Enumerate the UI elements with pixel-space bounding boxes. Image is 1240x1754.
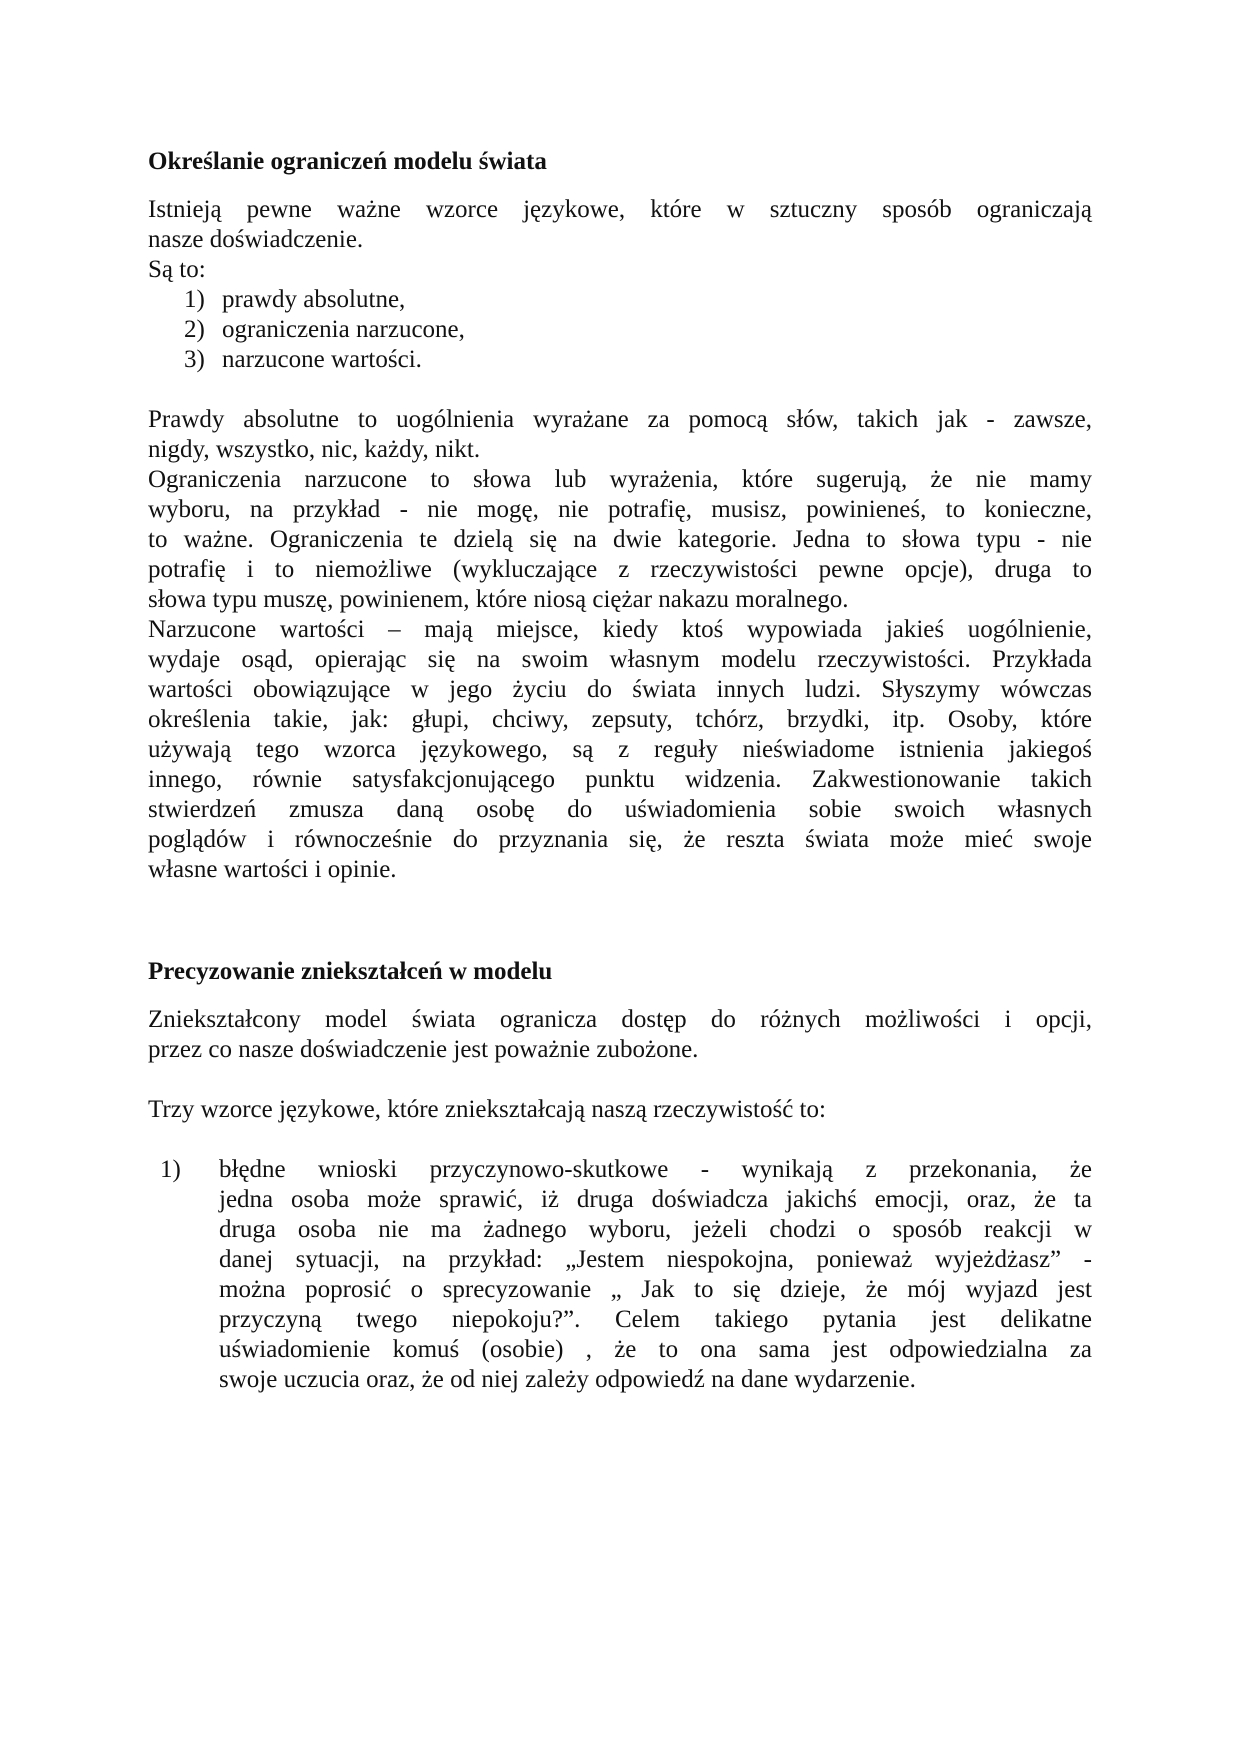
body-line: innego, równie satysfakcjonującego punktu widzenia. Zakwestionowanie takich [148,766,1092,793]
item-line: można poprosić o sprecyzowanie „ Jak to się dzieje, że mój wyjazd jest [219,1276,1092,1303]
item-line: przyczyną twego niepokoju?”. Celem takiego pytania jest delikatne [219,1306,1092,1333]
item-line: danej sytuacji, na przykład: „Jestem niespokojna, ponieważ wyjeżdżasz” - [219,1246,1092,1273]
intro-line: nasze doświadczenie. [148,226,364,253]
body-line: potrafię i to niemożliwe (wykluczające z rzeczywistości pewne opcje), druga to [148,556,1092,583]
body-line: poglądów i równocześnie do przyznania się, że reszta świata może mieć swoje [148,826,1092,853]
section-heading-1: Określanie ograniczeń modelu świata [148,148,547,175]
body-line: to ważne. Ograniczenia te dzielą się na dwie kategorie. Jedna to słowa typu - nie [148,526,1092,553]
body-line: własne wartości i opinie. [148,856,397,883]
list-number: 1) [184,286,205,313]
body-line: słowa typu muszę, powinienem, które niosą ciężar nakazu moralnego. [148,586,849,613]
lead-line: Trzy wzorce językowe, które zniekształcają naszą rzeczywistość to: [148,1096,826,1123]
body-line: Ograniczenia narzucone to słowa lub wyrażenia, które sugerują, że nie mamy [148,466,1092,493]
item-line: jedna osoba może sprawić, iż druga doświadcza jakichś emocji, oraz, że ta [219,1186,1092,1213]
section-heading-2: Precyzowanie zniekształceń w modelu [148,958,553,985]
body-line: używają tego wzorca językowego, są z reguły nieświadome istnienia jakiegoś [148,736,1092,763]
body-line: określenia takie, jak: głupi, chciwy, zepsuty, tchórz, brzydki, itp. Osoby, które [148,706,1092,733]
body-line: Narzucone wartości – mają miejsce, kiedy ktoś wypowiada jakieś uogólnienie, [148,616,1092,643]
list-number: 1) [160,1156,181,1183]
intro-line: Zniekształcony model świata ogranicza dostęp do różnych możliwości i opcji, [148,1006,1092,1033]
list-text: ograniczenia narzucone, [222,316,465,343]
list-number: 2) [184,316,205,343]
intro-line: przez co nasze doświadczenie jest poważnie zubożone. [148,1036,699,1063]
list-text: prawdy absolutne, [222,286,406,313]
body-line: wartości obowiązujące w jego życiu do świata innych ludzi. Słyszymy wówczas [148,676,1092,703]
item-line: uświadomienie komuś (osobie) , że to ona sama jest odpowiedzialna za [219,1336,1092,1363]
body-line: wyboru, na przykład - nie mogę, nie potrafię, musisz, powinieneś, to konieczne, [148,496,1092,523]
body-line: stwierdzeń zmusza daną osobę do uświadomienia sobie swoich własnych [148,796,1092,823]
intro-line: Są to: [148,256,206,283]
body-line: wydaje osąd, opierając się na swoim własnym modelu rzeczywistości. Przykłada [148,646,1092,673]
list-text: narzucone wartości. [222,346,422,373]
item-line: swoje uczucia oraz, że od niej zależy odpowiedź na dane wydarzenie. [219,1366,916,1393]
item-line: błędne wnioski przyczynowo-skutkowe - wynikają z przekonania, że [219,1156,1092,1183]
body-line: nigdy, wszystko, nic, każdy, nikt. [148,436,481,463]
list-number: 3) [184,346,205,373]
item-line: druga osoba nie ma żadnego wyboru, jeżeli chodzi o sposób reakcji w [219,1216,1092,1243]
intro-line: Istnieją pewne ważne wzorce językowe, które w sztuczny sposób ograniczają [148,196,1092,223]
body-line: Prawdy absolutne to uogólnienia wyrażane za pomocą słów, takich jak - zawsze, [148,406,1092,433]
